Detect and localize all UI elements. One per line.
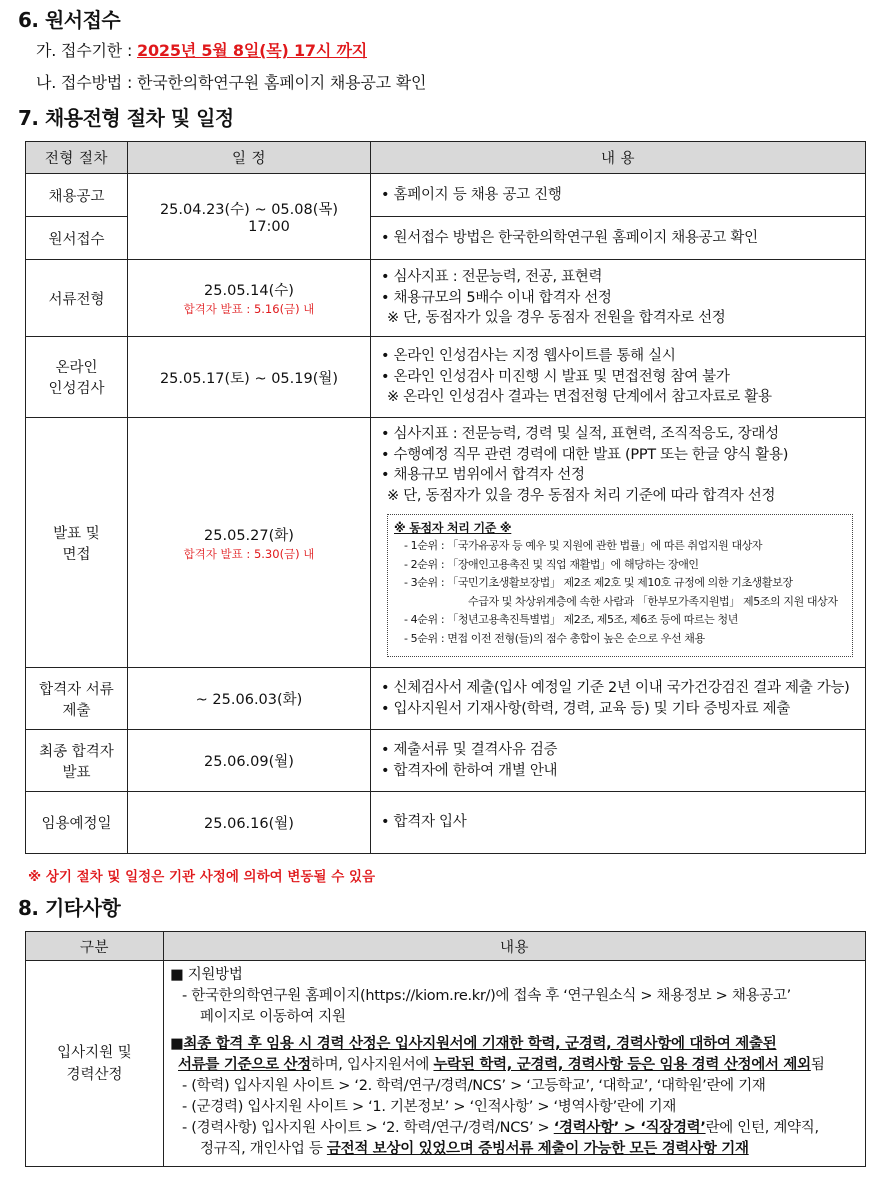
- header-schedule: 일 정: [128, 142, 371, 174]
- emphasis-text: ‘경력사항’ > ‘직장경력’: [553, 1120, 706, 1136]
- content-item: • 합격자에 한하여 개별 안내: [381, 762, 558, 779]
- misc-table-header: [26, 932, 866, 961]
- schedule-cell: 25.06.16(월): [128, 792, 371, 854]
- emphasis-text: 금전적 보상이 있었으며 증빙서류 제출이 가능한 모든 경력사항 기재: [326, 1141, 749, 1157]
- content-cell: [371, 730, 866, 792]
- category-cell: [26, 961, 164, 1167]
- content-item: • 채용규모의 5배수 이내 합격자 선정: [381, 289, 612, 306]
- section-7-title: 7. 채용전형 절차 및 일정: [18, 106, 234, 130]
- content-item: • 원서접수 방법은 한국한의학연구원 홈페이지 채용공고 확인: [381, 229, 758, 246]
- content-item: [170, 1034, 857, 1055]
- step-text: 합격자 서류: [39, 681, 114, 698]
- tiebreak-item: - 3순위 : 「국민기초생활보장법」 제2조 제2호 및 제10호 규정에 의한 기초생활보장: [404, 576, 793, 589]
- tiebreak-item: 수급자 및 차상위계층에 속한 사람과 「한부모가족지원법」 제5조의 지원 대상자: [468, 594, 838, 608]
- plain-text: - (경력사항) 입사지원 사이트 > ‘2. 학력/연구/경력/NCS’ >: [182, 1120, 554, 1136]
- deadline-line: [36, 38, 367, 61]
- step-cell: 임용예정일: [26, 792, 128, 854]
- content-item: • 심사지표 : 전문능력, 전공, 표현력: [381, 269, 603, 286]
- header-category: 구분: [26, 932, 164, 961]
- section-8-title: 8. 기타사항: [18, 896, 121, 920]
- content-item: • 신체검사서 제출(입사 예정일 기준 2년 이내 국가건강검진 결과 제출 가능): [381, 680, 850, 696]
- bullet: ■: [170, 1036, 184, 1052]
- plain-text: 란에 인턴, 계약직,: [705, 1120, 819, 1136]
- step-text: 인성검사: [48, 381, 105, 397]
- tiebreak-title: ※ 동점자 처리 기준 ※: [394, 521, 512, 535]
- content-item: [170, 1118, 857, 1139]
- tiebreak-criteria-box: [387, 514, 853, 657]
- tiebreak-item: - 4순위 : 「청년고용촉진특별법」 제2조, 제5조, 제6조 등에 따르는 청년: [404, 613, 738, 626]
- table-row: [26, 668, 866, 730]
- content-cell: [371, 418, 866, 668]
- content-item: 페이지로 이동하여 지원: [200, 1009, 346, 1025]
- step-cell: 채용공고: [26, 174, 128, 217]
- schedule-cell: 25.06.09(월): [128, 730, 371, 792]
- content-item: ■ 지원방법: [170, 967, 243, 983]
- step-cell: 서류전형: [26, 260, 128, 337]
- schedule-text: 25.04.23(수) ~ 05.08(목): [159, 202, 339, 218]
- table-row: [26, 792, 866, 854]
- emphasis-text: 누락된 학력, 군경력, 경력사항 등은 임용 경력 산정에서 제외: [433, 1057, 811, 1073]
- step-cell: [26, 668, 128, 730]
- step-text: 최종 합격자: [39, 743, 114, 760]
- content-item: • 온라인 인성검사 미진행 시 발표 및 면접전형 참여 불가: [381, 368, 730, 385]
- plain-text: 하며, 입사지원서에: [310, 1057, 434, 1073]
- content-item: • 홈페이지 등 채용 공고 진행: [381, 186, 562, 203]
- content-cell: [371, 217, 866, 260]
- content-item: • 제출서류 및 결격사유 검증: [381, 742, 558, 758]
- table-row: [26, 730, 866, 792]
- step-text: 제출: [62, 702, 91, 719]
- content-item: ※ 단, 동점자가 있을 경우 동점자 처리 기준에 따라 합격자 선정: [387, 487, 776, 504]
- schedule-cell: 25.05.17(토) ~ 05.19(월): [128, 337, 371, 418]
- plain-text: 됨: [810, 1057, 825, 1073]
- category-text: 경력산정: [66, 1066, 123, 1083]
- content-item: • 입사지원서 기재사항(학력, 경력, 교육 등) 및 기타 증빙자료 제출: [381, 700, 791, 717]
- header-step: 전형 절차: [26, 142, 128, 174]
- emphasis-text: 서류를 기준으로 산정: [178, 1057, 311, 1073]
- plain-text: 정규직, 개인사업 등: [200, 1141, 327, 1157]
- content-cell: [371, 337, 866, 418]
- table-row: [26, 260, 866, 337]
- table-row: [26, 961, 866, 1167]
- schedule-cell: [128, 174, 371, 260]
- header-content: 내 용: [371, 142, 866, 174]
- method-line: 나. 접수방법 : 한국한의학연구원 홈페이지 채용공고 확인: [36, 73, 427, 92]
- content-item: [170, 1055, 857, 1076]
- table-row: [26, 337, 866, 418]
- content-cell: [164, 961, 866, 1167]
- content-item: ※ 단, 동점자가 있을 경우 동점자 전원을 합격자로 선정: [387, 310, 726, 327]
- step-text: 발표 및: [53, 525, 100, 542]
- step-cell: [26, 418, 128, 668]
- content-item: - (군경력) 입사지원 사이트 > ‘1. 기본정보’ > ‘인적사항’ > ‘병역사항’란에 기재: [182, 1099, 677, 1115]
- schedule-cell: ~ 25.06.03(화): [128, 668, 371, 730]
- misc-table: [25, 931, 866, 1167]
- step-cell: 원서접수: [26, 217, 128, 260]
- schedule-text: 25.05.27(화): [204, 527, 294, 544]
- content-item: • 합격자 입사: [381, 814, 467, 831]
- tiebreak-item: - 1순위 : 「국가유공자 등 예우 및 지원에 관한 법률」에 따른 취업지원 대상자: [404, 539, 763, 552]
- emphasis-text: 최종 합격 후 임용 시 경력 산정은 입사지원서에 기재한 학력, 군경력, 경력사항에 대하여 제출된: [183, 1036, 777, 1052]
- content-cell: [371, 668, 866, 730]
- header-content: 내용: [164, 932, 866, 961]
- content-item: - (학력) 입사지원 사이트 > ‘2. 학력/연구/경력/NCS’ > ‘고등학교’, ‘대학교’, ‘대학원’란에 기재: [182, 1078, 766, 1094]
- content-item: ※ 온라인 인성검사 결과는 면접전형 단계에서 참고자료로 활용: [387, 389, 772, 406]
- tiebreak-item: - 5순위 : 면접 이전 전형(들)의 점수 총합이 높은 순으로 우선 채용: [404, 631, 705, 645]
- step-cell: [26, 337, 128, 418]
- schedule-cell: [128, 260, 371, 337]
- step-text: 면접: [62, 546, 91, 563]
- table-row: [26, 174, 866, 217]
- schedule-time: 17:00: [248, 219, 290, 235]
- announce-note: 합격자 발표 : 5.30(금) 내: [183, 546, 315, 561]
- table-row: [26, 418, 866, 668]
- schedule-table: [25, 141, 866, 854]
- schedule-text: 25.05.14(수): [204, 283, 294, 299]
- step-cell: [26, 730, 128, 792]
- content-item: • 심사지표 : 전문능력, 경력 및 실적, 표현력, 조직적응도, 장래성: [381, 426, 779, 442]
- deadline-label: 가. 접수기한 :: [36, 41, 138, 60]
- step-text: 발표: [62, 764, 91, 781]
- content-item: - 한국한의학연구원 홈페이지(https://kiom.re.kr/)에 접속 후 ‘연구원소식 > 채용정보 > 채용공고’: [182, 988, 791, 1004]
- announce-note: 합격자 발표 : 5.16(금) 내: [183, 302, 315, 316]
- section-6-title: 6. 원서접수: [18, 8, 121, 32]
- schedule-table-header: [26, 142, 866, 174]
- content-cell: [371, 260, 866, 337]
- content-cell: [371, 174, 866, 217]
- tiebreak-item: - 2순위 : 「장애인고용촉진 및 직업 재활법」에 해당하는 장애인: [404, 557, 699, 571]
- schedule-change-note: ※ 상기 절차 및 일정은 기관 사정에 의하여 변동될 수 있음: [28, 869, 376, 885]
- content-item: • 채용규모 범위에서 합격자 선정: [381, 467, 585, 483]
- step-text: 온라인: [55, 360, 98, 376]
- schedule-cell: [128, 418, 371, 668]
- content-cell: [371, 792, 866, 854]
- content-item: • 수행예정 직무 관련 경력에 대한 발표 (PPT 또는 한글 양식 활용): [381, 446, 789, 463]
- category-text: 입사지원 및: [57, 1044, 132, 1061]
- content-item: [170, 1139, 857, 1160]
- deadline-value: 2025년 5월 8일(목) 17시 까지: [137, 41, 367, 60]
- content-item: • 온라인 인성검사는 지정 웹사이트를 통해 실시: [381, 348, 676, 365]
